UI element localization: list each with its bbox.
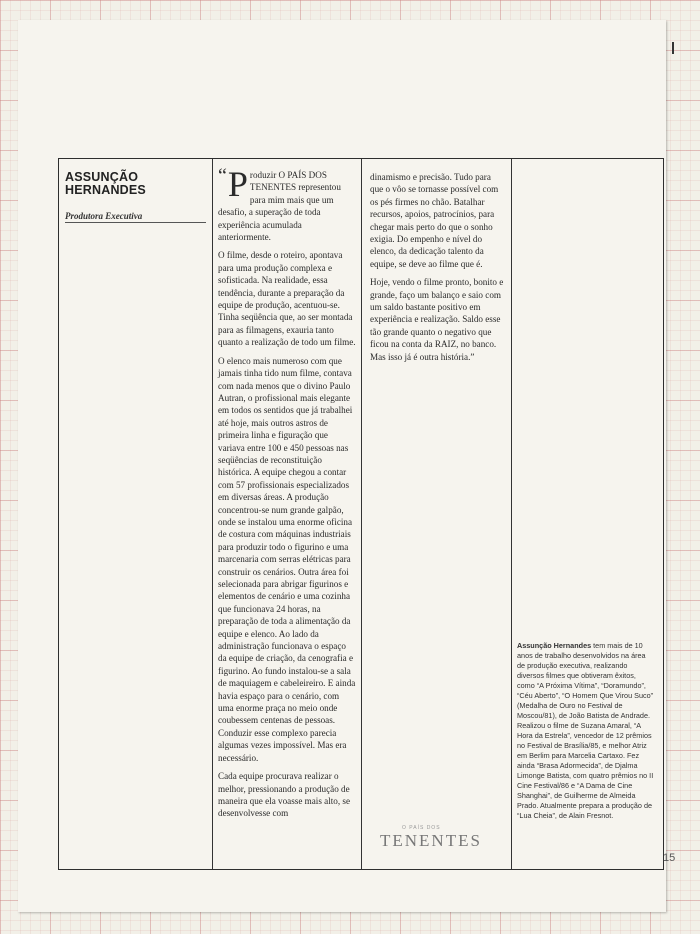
column-bio — [512, 159, 663, 869]
paragraph: O elenco mais numeroso com que jamais tinha tido num filme, contava com nada menos que o divino Paulo Autran, o profissional mais elegante em todos os sentidos que já trabalhei até hoje, mais outros astros de primeira linha e figuração que variava entre 100 e 450 pessoas nas seqüências de reconstituição histórica. A equipe chegou a contar com 57 profissionais especializados em diversas áreas. A produção concentrou-se num grande galpão, onde se instalou uma enorme oficina de costura com máquinas industriais para produzir todo o figurino e uma marcenaria com serras elétricas para construir os cenários. Outra área foi selecionada para abrigar figurinos e elementos de cenário e uma cozinha que funcionava 24 horas, na preparação de toda a alimentação da equipe e elenco. Ao lado da administração funcionava o espaço da equipe de criação, da cenografia e figurino. Ao fundo instalou-se a sala de maquiagem e cabeleireiro. E ainda havia espaço para o cenário, com uma enorme praça no meio onde coubessem centenas de pessoas. Conduzir esse complexo parecia algumas vezes impossível. Mas era necessário. — [218, 355, 356, 763]
column-author — [59, 159, 213, 869]
paragraph: dinamismo e precisão. Tudo para que o vôo se tornasse possível com os pés firmes no chão. Batalhar recursos, apoios, patrocínios, para chegar mais perto do que o sonho exigia. Do empenho e nível do elenco, da dedicação talento da equipe, se deve ao filme que é. — [370, 172, 499, 269]
article-frame — [58, 158, 664, 870]
intro-rest: representou para mim mais que um desafio, a superação de toda experiência acumulada anteriormente. — [218, 182, 341, 243]
paragraph: Cada equipe procurava realizar o melhor, pressionando a produção de maneira que ela voasse mais alto, se desenvolvesse com — [218, 771, 351, 819]
page-number: 15 — [663, 852, 676, 864]
document-page — [18, 20, 676, 912]
paragraph: Hoje, vendo o filme pronto, bonito e grande, faço um balanço e saio com um saldo bastante positivo em experiência e realização. Saldo esse tão grande quanto o negativo que ficou na conta da RAIZ, no banco. Mas isso já é outra história.” — [370, 277, 504, 362]
column-text-1 — [213, 159, 362, 869]
film-logo: TENENTES — [380, 831, 482, 850]
intro-line-1: roduzir O PAÍS DOS — [249, 170, 327, 180]
opening-quote: “ — [218, 165, 227, 187]
intro-paragraph — [218, 164, 356, 243]
author-name: ASSUNÇÃO HERNANDES — [65, 170, 146, 197]
column-text-2 — [362, 159, 512, 869]
drop-cap: P — [227, 164, 248, 204]
author-bio — [517, 641, 655, 821]
crop-mark — [672, 42, 674, 54]
author-role: Produtora Executiva — [65, 211, 206, 223]
intro-line-2: TENENTES — [249, 182, 297, 193]
bio-text: tem mais de 10 anos de trabalho desenvolvidos na área de produção executiva, realizando diversos filmes que obtiveram êxitos, como “A Próxima Vítima”, “Doramundo”, “Céu Aberto”, “O Homem Que Virou Suco” (Medalha de Ouro no Festival de Moscou/81), de João Batista de Andrade. Realizou o filme de Suzana Amaral, “A Hora da Estrela”, vencedor de 12 prêmios no Festival de Brasília/85, e melhor Atriz em Berlim para Marcelia Cartaxo. Fez ainda “Brasa Adormecida”, de Djalma Limonge Batista, com quatro prêmios no II Cine Festival/86 e “A Dama de Cine Shanghai”, de Guilherme de Almeida Prado. Atualmente prepara a produção de “Lua Cheia”, de Alain Fresnot. — [517, 641, 654, 820]
paragraph: O filme, desde o roteiro, apontava para uma produção complexa e sofisticada. Na realidade, essa tendência, durante a preparação da equipe de produção, acentuou-se. Tinha seqüência que, ao ser montada para as filmagens, exauria tanto quanto a realização de todo um filme. — [218, 250, 356, 348]
logo-subtitle: O PAÍS DOS — [402, 825, 441, 831]
bio-name: Assunção Hernandes — [517, 641, 592, 650]
